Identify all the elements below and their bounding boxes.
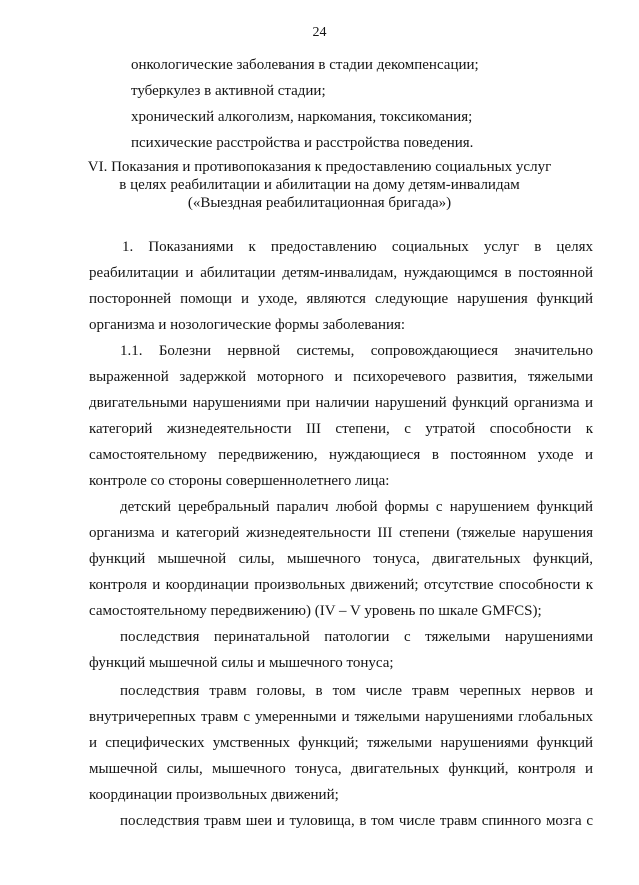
list-item: психические расстройства и расстройства поведения. xyxy=(131,135,474,151)
paragraph-line: реабилитации и абилитации детям-инвалидам, нуждающимся в постоянной xyxy=(89,265,593,281)
paragraph-line: категорий жизнедеятельности III степени, с утратой способности к xyxy=(89,421,593,437)
paragraph-line: последствия перинатальной патологии с тяжелыми нарушениями xyxy=(120,629,593,645)
paragraph-line: организма и категорий жизнедеятельности III степени (тяжелые нарушения xyxy=(89,525,593,541)
paragraph-line: 1. Показаниями к предоставлению социальных услуг в целях xyxy=(122,239,593,255)
paragraph-line: посторонней помощи и уходе, являются следующие нарушения функций xyxy=(89,291,593,307)
section-heading-line: в целях реабилитации и абилитации на дому детям-инвалидам xyxy=(119,177,520,193)
paragraph-line: функций мышечной силы и мышечного тонуса; xyxy=(89,655,394,671)
paragraph-line: последствия травм головы, в том числе травм черепных нервов и xyxy=(120,683,593,699)
paragraph-line: мышечной силы, мышечного тонуса, двигательных функций, контроля и xyxy=(89,761,593,777)
page-number: 24 xyxy=(312,25,327,40)
paragraph-line: самостоятельному передвижению) (IV – V уровень по шкале GMFCS); xyxy=(89,603,542,619)
paragraph-line: организма и нозологические формы заболевания: xyxy=(89,317,406,333)
paragraph-line: функций мышечной силы, мышечного тонуса, двигательных функций, xyxy=(89,551,593,567)
paragraph-line: контроля и координации произвольных движений; отсутствие способности к xyxy=(89,577,593,593)
paragraph-line: самостоятельному передвижению, нуждающиеся в постоянном уходе и xyxy=(89,447,593,463)
paragraph-line: контроле со стороны совершеннолетнего лица: xyxy=(89,473,390,489)
list-item: хронический алкоголизм, наркомания, токсикомания; xyxy=(131,109,473,125)
paragraph-line: 1.1. Болезни нервной системы, сопровождающиеся значительно xyxy=(120,343,593,359)
section-heading-line: («Выездная реабилитационная бригада») xyxy=(187,195,452,211)
list-item: туберкулез в активной стадии; xyxy=(131,83,326,99)
paragraph-line: выраженной задержкой моторного и психоречевого развития, тяжелыми xyxy=(89,369,593,385)
paragraph-line: внутричерепных травм с умеренными и тяжелыми нарушениями глобальных xyxy=(89,709,593,725)
paragraph-line: детский церебральный паралич любой формы с нарушением функций xyxy=(120,499,593,515)
paragraph-line: координации произвольных движений; xyxy=(89,787,339,803)
section-heading-line: VI. Показания и противопоказания к предоставлению социальных услуг xyxy=(87,159,552,175)
paragraph-line: и специфических умственных функций; тяжелыми нарушениями функций xyxy=(89,735,593,751)
paragraph-line: последствия травм шеи и туловища, в том числе травм спинного мозга с xyxy=(120,813,593,829)
paragraph-line: двигательными нарушениями при наличии нарушений функций организма и xyxy=(89,395,593,411)
list-item: онкологические заболевания в стадии декомпенсации; xyxy=(131,57,479,73)
